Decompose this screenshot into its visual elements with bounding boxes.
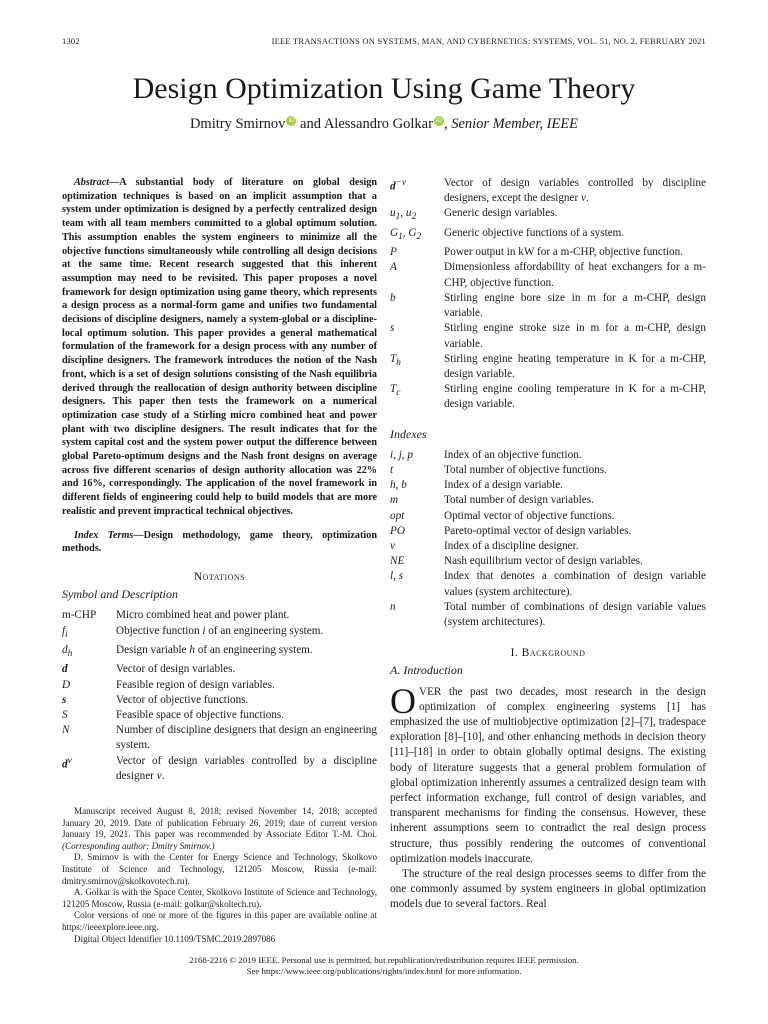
author-name: Alessandro Golkar: [323, 116, 433, 132]
index-row: [390, 509, 706, 524]
index-description: Total number of combinations of design variable values (system architectures).: [444, 600, 706, 628]
rights-link-line[interactable]: See https://www.ieee.org/publications/rights/index.html for more information.: [246, 966, 522, 976]
drop-cap: O: [390, 680, 416, 721]
notation-symbol: s: [390, 322, 395, 335]
paragraph-text: VER the past two decades, most research in the design optimization of complex engineering systems [1] has emphasized the use of multiobjective optimization [2]–[7], tradespace exploration [8]–[10], and other enhancing methods in decision theory [11]–[18] in order to obtain globally optimal designs. The existing body of literature suggests that a general problem formulation of global optimization inherently assumes a centralized design team with perfect information exchange, full control of design variables, and transparent mechanisms for finding the consensus. However, these inherent assumptions seem to contradict the real design process structure, thus possibly rendering the outcomes of conventional optimization models inaccurate.: [390, 685, 706, 865]
index-symbol: NE: [390, 555, 405, 568]
notation-description: Feasible region of design variables.: [116, 678, 275, 691]
notation-row: [62, 678, 377, 693]
abstract-text: —A substantial body of literature on global design optimization techniques is based on an implicit assumption that a system under optimization is designed by a perfectly centralized design team with all team members committed to a global optimum solution. This assumption enables the system engineers to minimize all the objective functions simultaneously while controlling all design decisions at the same time. Recent research suggested that this inherent assumption may need to be revisited. This paper proposes a novel framework for design optimization using game theory, which represents a design process as a normal-form game and unifies two fundamental decisions of discipline designers, namely a system-global or a discipline-local optimum solution. This paper provides a general mathematical formulation of the framework for a design process with any number of discipline designers. The framework introduces the notion of the Nash front, which is a set of design solutions consisting of the Nash equilibria derived through the reallocation of design authority between discipline designers. This paper then tests the framework on a numerical optimization case study of a Stirling micro combined heat and power plant with two discipline designers. The result indicates that for the system capital cost and the system power output the difference between global Pareto-optimum designs and the Nash front designs on average across five different scenarios of design authority allocation was 22% and 16%, correspondingly. The application of the novel framework in different fields of engineering could help to build models that are more realistic and prevent impractical technical objectives.: [62, 177, 377, 517]
notation-symbol: b: [390, 291, 396, 304]
subsection-heading: A. Introduction: [390, 663, 463, 678]
notation-row: [390, 352, 706, 382]
index-row: [390, 600, 706, 630]
index-terms: [62, 529, 377, 556]
notation-description: Vector of design variables controlled by discipline designers, except the designer v.: [444, 177, 706, 205]
section-heading: Notations: [193, 570, 246, 583]
index-terms-text: —Design methodology, game theory, optimization methods.: [62, 529, 377, 555]
index-row: [390, 539, 706, 554]
notation-table: [62, 608, 377, 784]
notation-description: Vector of design variables.: [116, 663, 236, 676]
index-description: Optimal vector of objective functions.: [444, 509, 615, 522]
index-description: Index of a design variable.: [444, 479, 563, 492]
notation-description: Stirling engine cooling temperature in K for a m-CHP, design variable.: [444, 383, 706, 411]
index-symbol: PO: [390, 524, 405, 537]
notation-row: [62, 624, 377, 643]
footnote: [62, 806, 377, 945]
index-symbol: m: [390, 494, 399, 507]
notation-row: [390, 291, 706, 321]
notation-description: Vector of design variables controlled by a discipline designer v.: [116, 754, 377, 782]
notation-description: Dimensionless affordability of heat exchangers for a m-CHP, objective function.: [444, 261, 706, 289]
body-paragraph: [390, 680, 706, 867]
author-line: [0, 116, 768, 133]
notation-description: Objective function i of an engineering system.: [116, 624, 324, 637]
index-row: [390, 554, 706, 569]
index-description: Total number of design variables.: [444, 494, 594, 507]
notation-row: [62, 608, 377, 623]
notation-row: [390, 382, 706, 412]
index-description: Nash equilibrium vector of design variables.: [444, 555, 643, 568]
copyright-footer: [0, 955, 768, 977]
index-description: Total number of objective functions.: [444, 463, 607, 476]
index-symbol: t: [390, 463, 394, 476]
notation-symbol: N: [62, 724, 70, 737]
copyright-line: 2168-2216 © 2019 IEEE. Personal use is permitted, but republication/redistribution requires IEEE permission.: [189, 955, 579, 965]
index-symbol: opt: [390, 509, 405, 522]
notation-description: Generic design variables.: [444, 207, 558, 220]
notation-symbol: $G_1$, $G_2$: [390, 226, 422, 243]
notation-row: [390, 226, 706, 245]
notation-symbol: P: [390, 246, 397, 259]
notation-description: Stirling engine heating temperature in K for a m-CHP, design variable.: [444, 352, 706, 380]
index-row: [390, 448, 706, 463]
paper-title: Design Optimization Using Game Theory: [132, 72, 636, 105]
notation-symbol: S: [62, 709, 68, 722]
section-heading: I. Background: [510, 647, 586, 660]
notation-symbol: D: [62, 678, 71, 691]
notation-row: [390, 321, 706, 351]
index-description: Index of an objective function.: [444, 448, 582, 461]
notation-table-continued: [390, 176, 706, 413]
notation-symbol: d: [62, 663, 68, 676]
notation-symbol: $u_1$, $u_2$: [390, 207, 417, 223]
notation-symbol: $d^{-v}$: [390, 178, 407, 193]
notation-row: [62, 723, 377, 753]
right-column: [390, 176, 706, 913]
notation-row: [390, 245, 706, 260]
left-column: [62, 176, 377, 784]
index-symbol: n: [390, 600, 396, 613]
notation-row: [62, 643, 377, 662]
orcid-icon[interactable]: iD: [434, 116, 444, 126]
author-conjunction: and: [296, 116, 324, 132]
footnote-paragraph: Manuscript received August 8, 2018; revised November 14, 2018; accepted January 20, 2019. Date of publication February 26, 2019; date of current version January 19, 2021. This paper was recommended by Associate Editor T.-M. Choi. (Corresponding author: Dmitry Smirnov.): [62, 806, 377, 851]
notation-description: Micro combined heat and power plant.: [116, 609, 290, 622]
abstract-label: Abstract: [74, 177, 110, 188]
index-row: [390, 478, 706, 493]
index-row: [390, 569, 706, 599]
notation-row: [390, 176, 706, 206]
notation-description: Feasible space of objective functions.: [116, 709, 285, 722]
author-name: Dmitry Smirnov: [189, 116, 286, 132]
indexes-heading: Indexes: [390, 426, 427, 441]
notation-symbol: m-CHP: [62, 609, 97, 622]
notation-symbol: $T_c$: [390, 383, 401, 399]
index-row: [390, 493, 706, 508]
index-symbol: h, b: [390, 479, 407, 492]
journal-header: IEEE TRANSACTIONS ON SYSTEMS, MAN, AND CYBERNETICS: SYSTEMS, VOL. 51, NO. 2, FEBRUARY 2021: [271, 36, 706, 46]
notation-symbol: $d_h$: [62, 644, 73, 660]
notation-symbol: A: [390, 261, 397, 274]
body-paragraph: The structure of the real design processes seems to differ from the one commonly assumed by system engineers in global optimization models due to several factors. Real: [390, 868, 706, 911]
index-description: Pareto-optimal vector of design variables.: [444, 524, 632, 537]
notation-symbol: $f_i$: [62, 624, 68, 640]
index-symbol: i, j, p: [390, 448, 413, 461]
doi: Digital Object Identifier 10.1109/TSMC.2019.2897086: [74, 933, 276, 944]
notation-description: Power output in kW for a m-CHP, objective function.: [444, 246, 684, 259]
notation-symbol: s: [62, 693, 67, 706]
footnote-paragraph: Color versions of one or more of the figures in this paper are available online at https://ieeexplore.ieee.org.: [62, 910, 377, 932]
orcid-icon[interactable]: iD: [286, 116, 296, 126]
notation-description: Number of discipline designers that design an engineering system.: [116, 724, 377, 752]
notation-row: [62, 708, 377, 723]
notation-description: Design variable h of an engineering system.: [116, 644, 313, 657]
notation-description: Stirling engine stroke size in m for a m-CHP, design variable.: [444, 322, 706, 350]
notation-row: [62, 754, 377, 784]
notation-description: Vector of objective functions.: [116, 693, 249, 706]
notation-description: Stirling engine bore size in m for a m-CHP, design variable.: [444, 291, 706, 320]
index-description: Index of a discipline designer.: [444, 539, 579, 552]
notation-description: Generic objective functions of a system.: [444, 226, 625, 239]
index-row: [390, 524, 706, 539]
notation-symbol: $T_h$: [390, 352, 401, 368]
notation-row: [390, 206, 706, 225]
abstract: [62, 176, 377, 519]
index-row: [390, 463, 706, 478]
index-description: Index that denotes a combination of design variable values (system architecture).: [444, 570, 706, 598]
footnote-paragraph: D. Smirnov is with the Center for Energy Science and Technology, Skolkovo Institute of Science and Technology, 121205 Moscow, Russia (e-mail: dmitry.smirnov@skolkovotech.ru).: [62, 852, 377, 886]
notation-row: [62, 662, 377, 677]
author-suffix: , Senior Member, IEEE: [443, 116, 579, 132]
index-terms-label: Index Terms: [74, 529, 134, 541]
subsection-heading: Symbol and Description: [62, 587, 178, 602]
index-symbol: l, s: [390, 570, 404, 583]
page-number: 1302: [62, 36, 80, 46]
notation-row: [390, 260, 706, 290]
index-symbol: v: [390, 539, 395, 552]
footnote-paragraph: A. Golkar is with the Space Center, Skolkovo Institute of Science and Technology, 121205 Moscow, Russia (e-mail: golkar@skoltech.ru).: [62, 887, 377, 909]
notation-symbol: $d^v$: [62, 755, 72, 771]
indexes-table: [390, 448, 706, 630]
notation-row: [62, 693, 377, 708]
